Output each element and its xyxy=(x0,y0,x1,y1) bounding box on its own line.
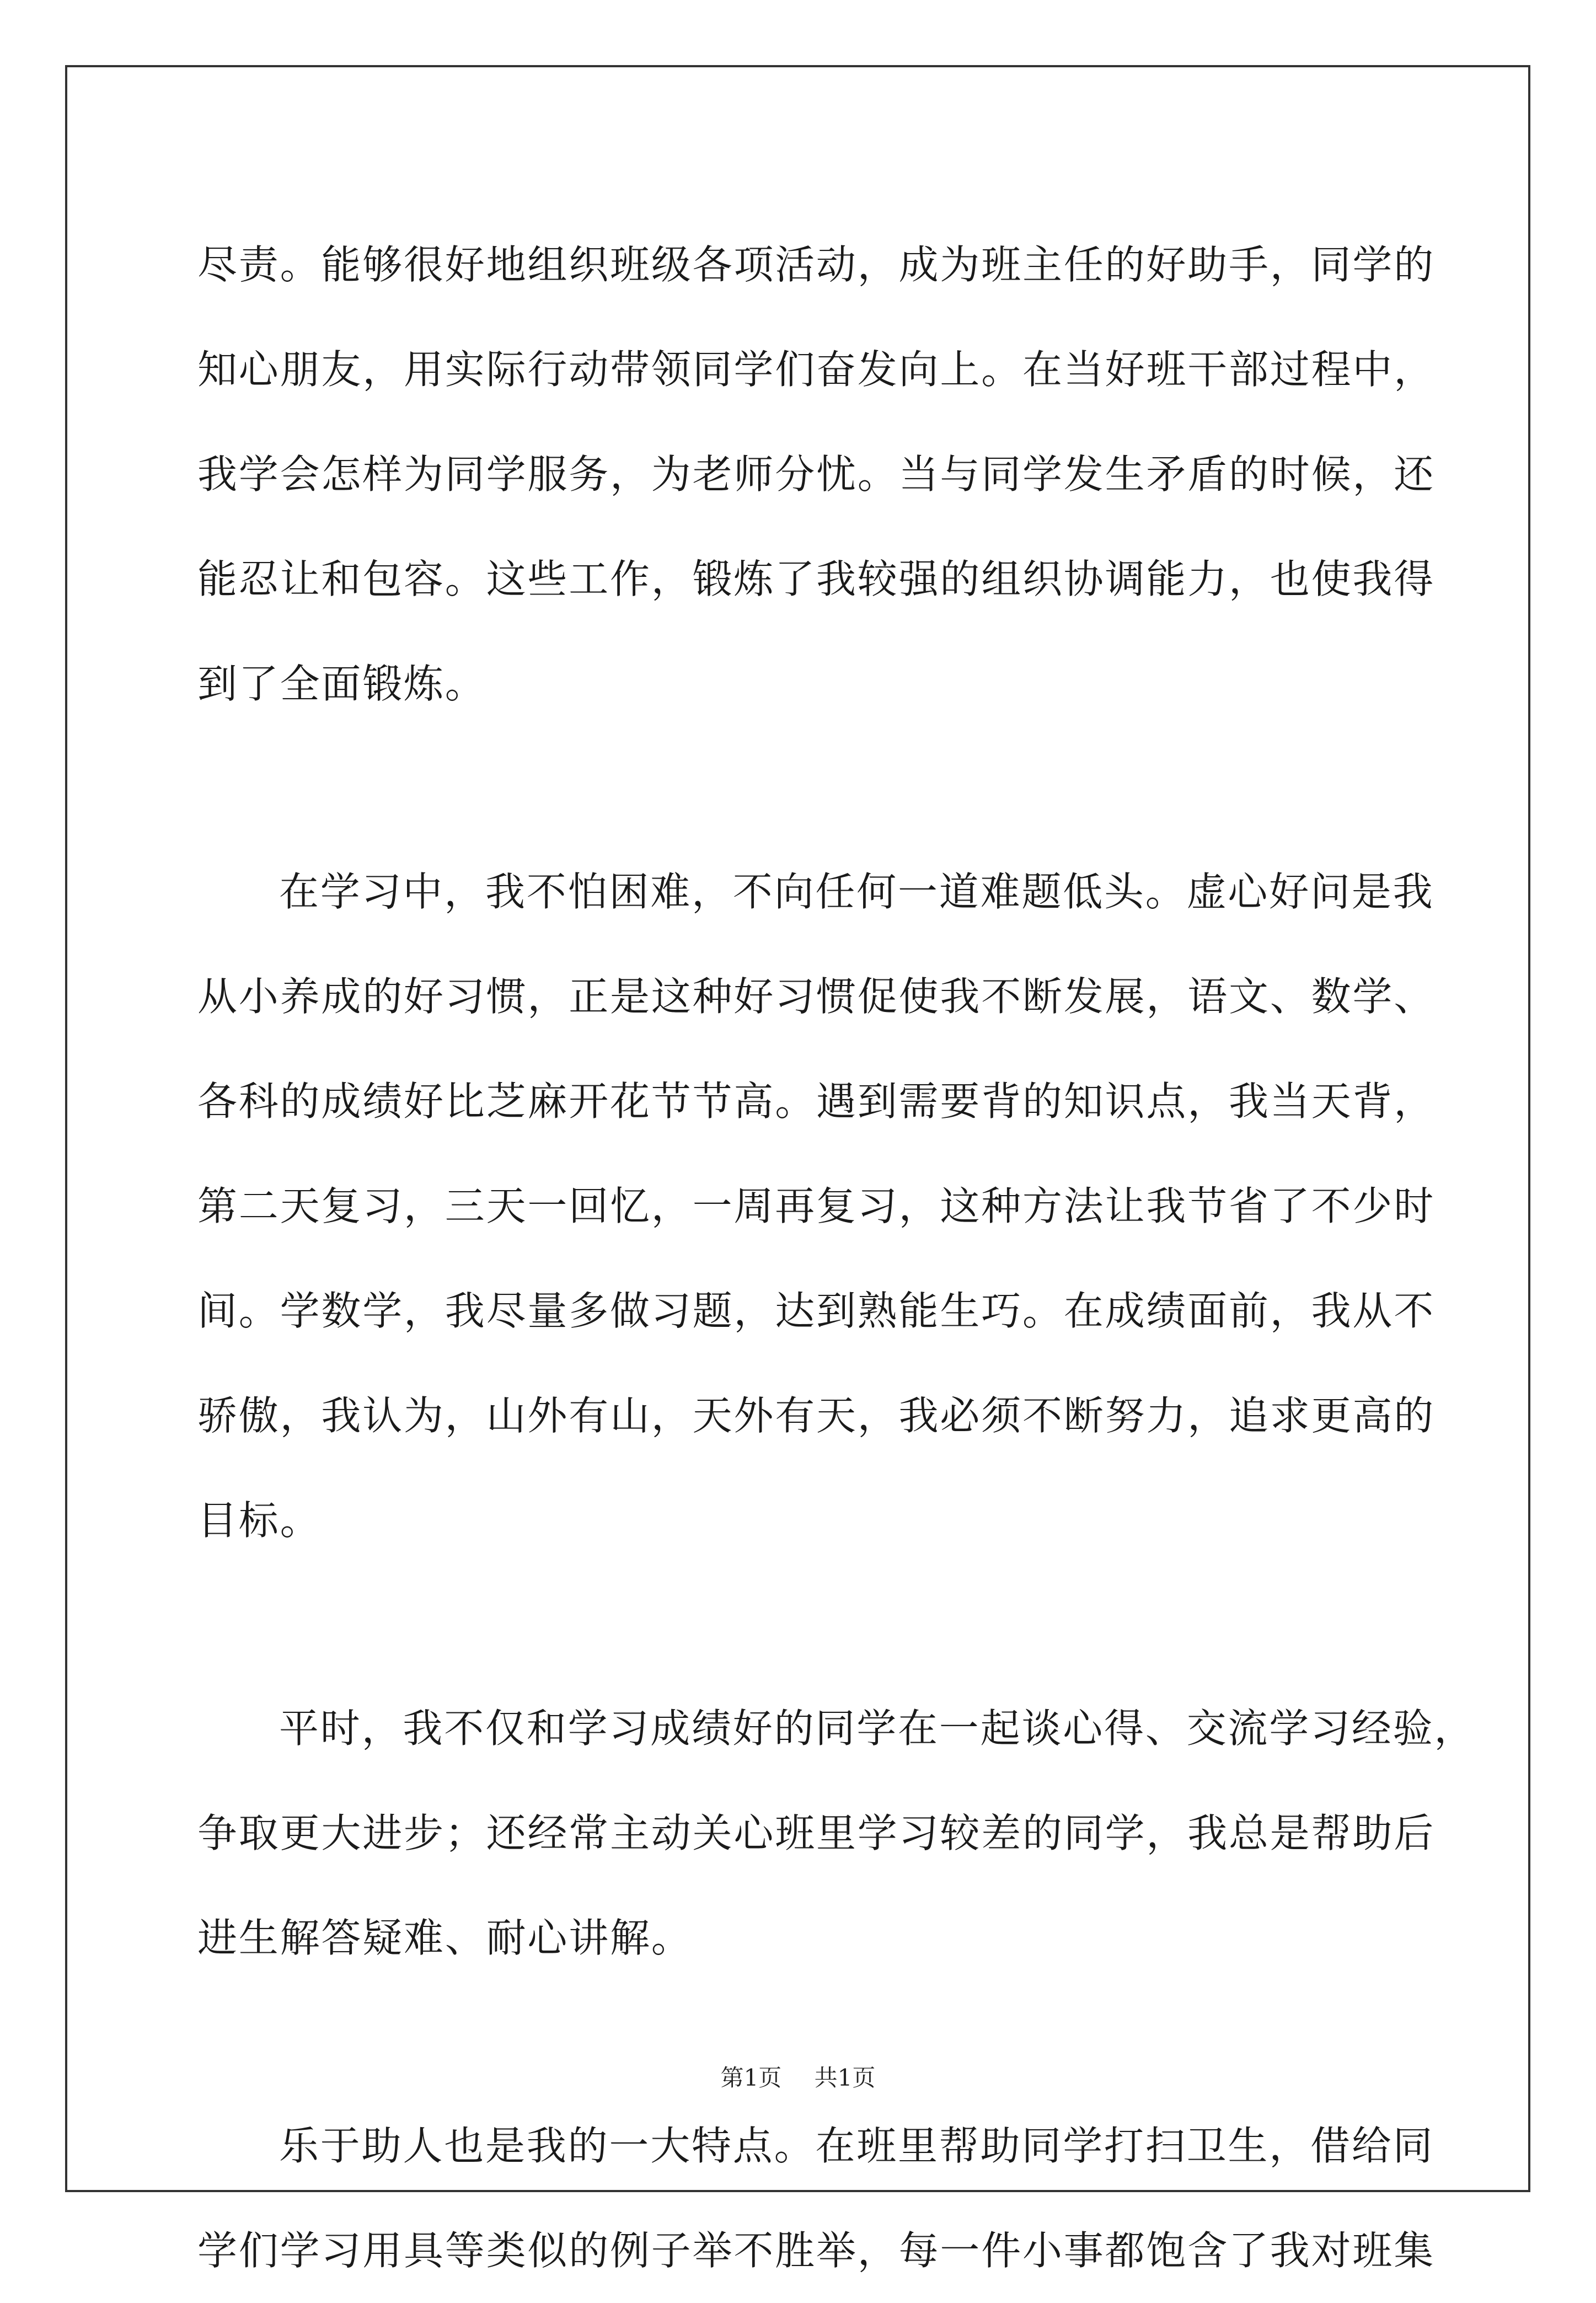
text-line: 能忍让和包容。这些工作，锻炼了我较强的组织协调能力，也使我得 xyxy=(197,556,1436,602)
text-line: 到了全面锻炼。 xyxy=(197,661,486,707)
text-line: 争取更大进步；还经常主动关心班里学习较差的同学，我总是帮助后 xyxy=(197,1810,1436,1856)
total-pages: 共1页 xyxy=(814,2064,876,2091)
text-line: 第二天复习，三天一回忆，一周再复习，这种方法让我节省了不少时 xyxy=(197,1183,1436,1229)
text-line: 我学会怎样为同学服务，为老师分忧。当与同学发生矛盾的时候，还 xyxy=(197,451,1436,497)
paragraph-gap xyxy=(197,1573,1405,1676)
text-line: 从小养成的好习惯，正是这种好习惯促使我不断发展，语文、数学、 xyxy=(197,973,1436,1020)
document-body xyxy=(197,212,1476,2303)
text-line: 各科的成绩好比芝麻开花节节高。遇到需要背的知识点，我当天背， xyxy=(197,1078,1436,1124)
text-line: 间。学数学，我尽量多做习题，达到熟能生巧。在成绩面前，我从不 xyxy=(197,1288,1436,1334)
page-footer xyxy=(0,2060,1596,2093)
text-line: 目标。 xyxy=(197,1497,322,1544)
page-number: 第1页 xyxy=(720,2064,782,2091)
text-line: 知心朋友，用实际行动带领同学们奋发向上。在当好班干部过程中， xyxy=(197,346,1436,393)
text-line: 骄傲，我认为，山外有山，天外有天，我必须不断努力，追求更高的 xyxy=(197,1392,1436,1439)
paragraph-gap xyxy=(197,736,1405,839)
text-line: 尽责。能够很好地组织班级各项活动，成为班主任的好助手，同学的 xyxy=(197,242,1436,288)
text-line: 平时，我不仅和学习成绩好的同学在一起谈心得、交流学习经验， xyxy=(279,1705,1476,1752)
text-line: 进生解答疑难、耐心讲解。 xyxy=(197,1915,693,1961)
text-line: 乐于助人也是我的一大特点。在班里帮助同学打扫卫生，借给同 xyxy=(279,2123,1434,2169)
text-line: 在学习中，我不怕困难，不向任何一道难题低头。虚心好问是我 xyxy=(279,869,1434,915)
text-line: 学们学习用具等类似的例子举不胜举，每一件小事都饱含了我对班集 xyxy=(197,2227,1436,2274)
